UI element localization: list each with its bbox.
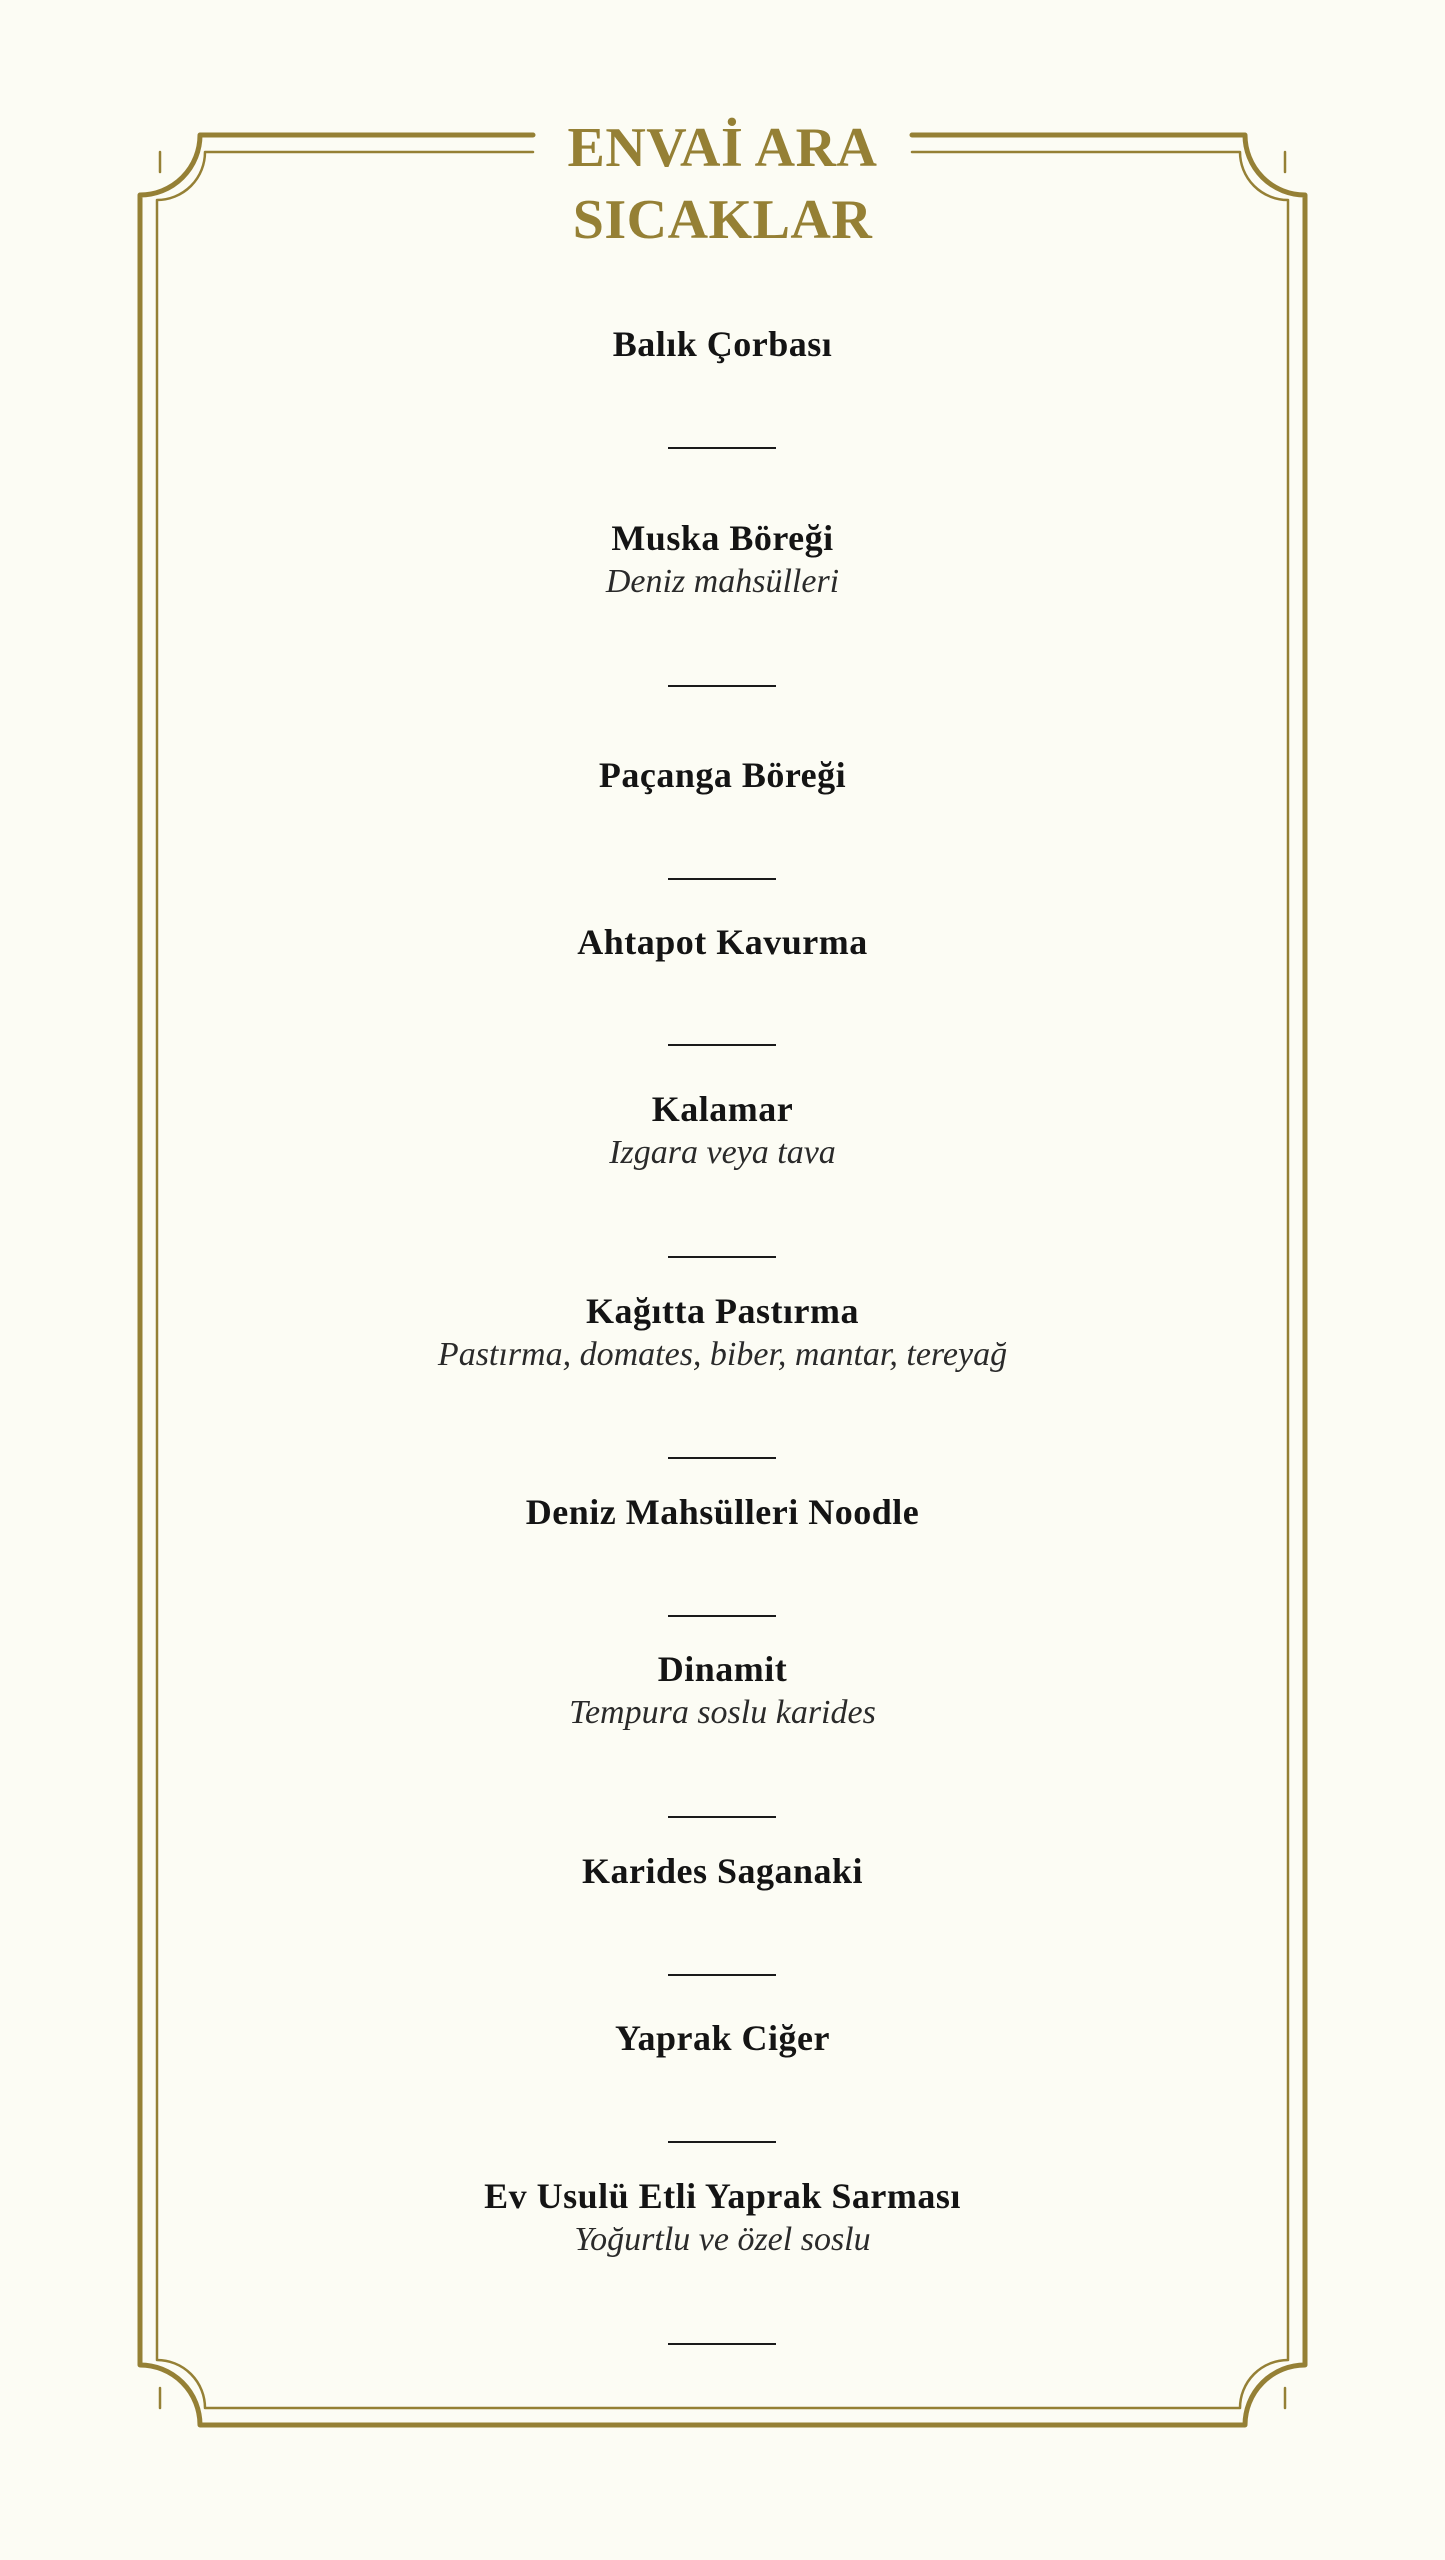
separator-line xyxy=(668,2141,776,2143)
menu-item-deniz-mahsulleri-noodle xyxy=(0,1490,1445,1534)
separator-line xyxy=(668,685,776,687)
menu-title xyxy=(0,112,1445,256)
menu-item-karides-saganaki xyxy=(0,1849,1445,1893)
menu-item-name: Paçanga Böreği xyxy=(598,755,847,795)
menu-item-name: Ev Usulü Etli Yaprak Sarması xyxy=(484,2176,961,2216)
menu-item-muska-boregi xyxy=(0,516,1445,604)
menu-item-ev-usulu-etli-yaprak-sarmasi xyxy=(0,2174,1445,2262)
menu-item-name: Balık Çorbası xyxy=(612,324,833,364)
menu-item-description: Deniz mahsülleri xyxy=(605,563,840,600)
menu-item-dinamit xyxy=(0,1647,1445,1735)
separator-line xyxy=(668,1615,776,1617)
separator-line xyxy=(668,1256,776,1258)
menu-item-name: Kağıtta Pastırma xyxy=(586,1291,859,1331)
menu-item-name: Dinamit xyxy=(657,1649,788,1689)
separator-line xyxy=(668,447,776,449)
menu-item-name: Ahtapot Kavurma xyxy=(577,922,868,962)
menu-item-yaprak-ciger xyxy=(0,2016,1445,2060)
menu-item-description: Tempura soslu karides xyxy=(569,1694,876,1731)
menu-item-pacanga-boregi xyxy=(0,753,1445,797)
menu-item-ahtapot-kavurma xyxy=(0,920,1445,964)
menu-item-name: Deniz Mahsülleri Noodle xyxy=(525,1492,920,1532)
menu-item-name: Karides Saganaki xyxy=(581,1851,864,1891)
separator-line xyxy=(668,1457,776,1459)
menu-item-kagitta-pastirma xyxy=(0,1289,1445,1377)
menu-item-description: Izgara veya tava xyxy=(609,1134,836,1171)
menu-item-name: Yaprak Ciğer xyxy=(615,2018,830,2058)
separator-line xyxy=(668,1044,776,1046)
menu-item-balik-corbasi xyxy=(0,322,1445,366)
separator-line xyxy=(668,1974,776,1976)
menu-title-line-2: SICAKLAR xyxy=(572,189,873,251)
separator-line xyxy=(668,878,776,880)
separator-line xyxy=(668,1816,776,1818)
menu-title-line-1: ENVAİ ARA xyxy=(567,117,878,179)
menu-item-name: Kalamar xyxy=(651,1089,794,1129)
separator-line xyxy=(668,2343,776,2345)
menu-item-name: Muska Böreği xyxy=(611,518,834,558)
menu-item-description: Yoğurtlu ve özel soslu xyxy=(574,2221,871,2258)
menu-item-kalamar xyxy=(0,1087,1445,1175)
menu-item-description: Pastırma, domates, biber, mantar, tereyağ xyxy=(437,1336,1008,1373)
